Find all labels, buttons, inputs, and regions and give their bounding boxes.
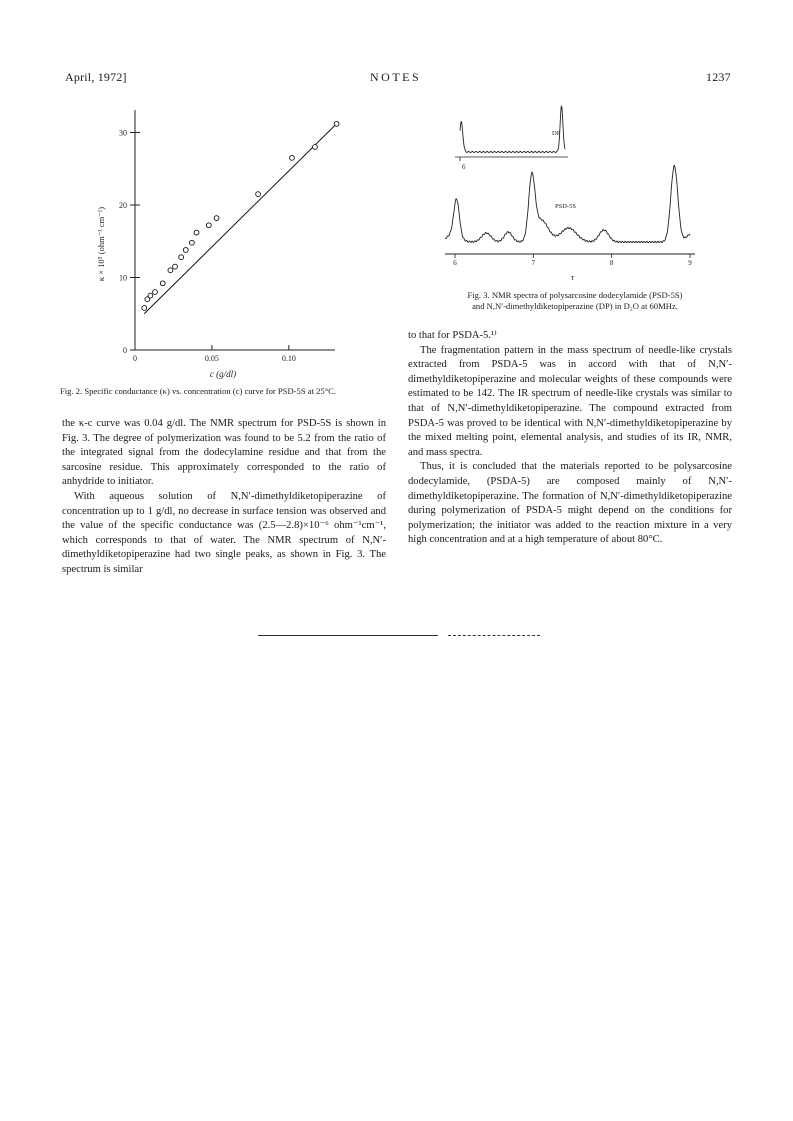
page-number: 1237 — [706, 70, 731, 84]
fig3-x-label: τ — [570, 272, 575, 282]
fig3-series-label-dp: DP — [552, 130, 561, 137]
fig3-caption-line1: Fig. 3. NMR spectra of polysarcosine dodecylamide (PSD-5S) — [467, 290, 683, 300]
fig3-x-tick-label: 6 — [453, 259, 457, 267]
fig2-data-point — [190, 240, 195, 245]
fig3-marks — [445, 106, 695, 282]
fig2-fit-line — [144, 124, 336, 314]
running-header-left: April, 1972] — [65, 70, 127, 84]
fig2-x-tick-label: 0 — [133, 354, 137, 363]
end-rule — [258, 635, 438, 636]
figure-3-caption — [420, 290, 730, 312]
figure-2-conductance-plot — [90, 100, 360, 380]
end-rule-dashed — [448, 635, 540, 636]
right-paragraph-0: to that for PSDA-5.¹⁾ — [408, 330, 497, 341]
fig3-series-label-psd5s: PSD-5S — [555, 203, 576, 210]
fig2-data-point — [313, 145, 318, 150]
right-paragraph-1: The fragmentation pattern in the mass spectrum of needle-like crystals extracted from PSDA-5 was in accord with that of N,N′-dimethyldiketopiperazine and molecular weights of these compounds were estimated to be 142. The IR spectrum of needle-like crystals was similar to that of N,N′-dimethyldiketopiperazine. The compound extracted from PSDA-5 was proved to be identical with N,N′-dimethyldiketopiperazine by the mixed melting point, elemental analysis, and studies of its IR, NMR, and mass spectra. — [408, 344, 732, 458]
left-paragraph-1: the κ-c curve was 0.04 g/dl. The NMR spectrum for PSD-5S is shown in Fig. 3. The degree of polymerization was found to be 5.2 from the ratio of the integrated signal from the dodecylamine residue and that from the sarcosine residue. This approximately corresponded to the ratio of anhydride to initiator. — [62, 418, 386, 488]
fig2-y-label: κ × 10⁵ (ohm⁻¹ cm⁻¹) — [96, 206, 106, 282]
fig2-data-point — [168, 268, 173, 273]
fig2-data-point — [334, 121, 339, 126]
fig2-y-tick-label: 0 — [123, 346, 127, 355]
fig2-caption-text: Fig. 2. Specific conductance (κ) vs. concentration (c) curve for PSD-5S at 25°C. — [60, 386, 337, 396]
fig3-x-tick-label: 9 — [688, 259, 692, 267]
fig2-data-point — [179, 255, 184, 260]
fig3-dp-tick-label: 6 — [462, 163, 466, 171]
fig2-data-point — [194, 230, 199, 235]
fig2-x-tick-label: 0.10 — [281, 354, 296, 363]
fig3-x-tick-label: 8 — [609, 259, 614, 267]
right-column — [408, 329, 732, 548]
right-paragraph-2: Thus, it is concluded that the materials reported to be polysarcosine dodecylamide, (PSDA-5) are composed mainly of N,N′-dimethyldiketopiperazine. The formation of N,N′-dimethyldiketopiperazine during polymerization of PSDA-5 might depend on the conditions for polymerization; the initiator was added to the reaction mixture in a very high concentration and at a high temperature of about 80°C. — [408, 461, 732, 546]
fig3-dp-spectrum — [460, 106, 565, 153]
fig3-x-tick-label: 7 — [531, 259, 536, 267]
fig2-y-tick-label: 10 — [119, 273, 127, 283]
fig2-data-point — [148, 293, 153, 298]
fig2-data-point — [153, 290, 158, 295]
fig2-axes — [96, 110, 335, 379]
fig2-data-point — [173, 264, 178, 269]
left-column — [62, 417, 386, 578]
running-header-title: NOTES — [370, 70, 422, 84]
fig2-data-point — [256, 192, 261, 197]
fig2-data-point — [160, 281, 165, 286]
figure-2-caption — [60, 386, 380, 397]
fig2-data-point — [206, 223, 211, 228]
fig2-x-label: c (g/dl) — [209, 369, 237, 379]
fig2-data-point — [142, 306, 147, 311]
fig2-data-point — [183, 248, 188, 253]
fig2-y-tick-label: 30 — [119, 128, 127, 138]
left-paragraph-2: With aqueous solution of N,N′-dimethyldiketopiperazine of concentration up to 1 g/dl, no decrease in surface tension was observed and the value of the specific conductance was (2.5—2.8)×10⁻⁶ ohm⁻¹cm⁻¹, which corresponds to that of water. The NMR spectrum of N,N′-dimethyldiketopiperazine had two single peaks, as shown in Fig. 3. The spectrum is similar — [62, 490, 386, 575]
fig2-data-point — [290, 155, 295, 160]
fig2-x-tick-label: 0.05 — [204, 354, 219, 363]
fig2-data-point — [214, 216, 219, 221]
fig2-marks — [142, 121, 339, 313]
fig2-y-tick-label: 20 — [119, 201, 127, 210]
fig3-caption-line2: and N,N′-dimethyldiketopiperazine (DP) in D₂O at 60MHz. — [472, 301, 678, 311]
figure-3-nmr-spectra — [440, 100, 710, 285]
